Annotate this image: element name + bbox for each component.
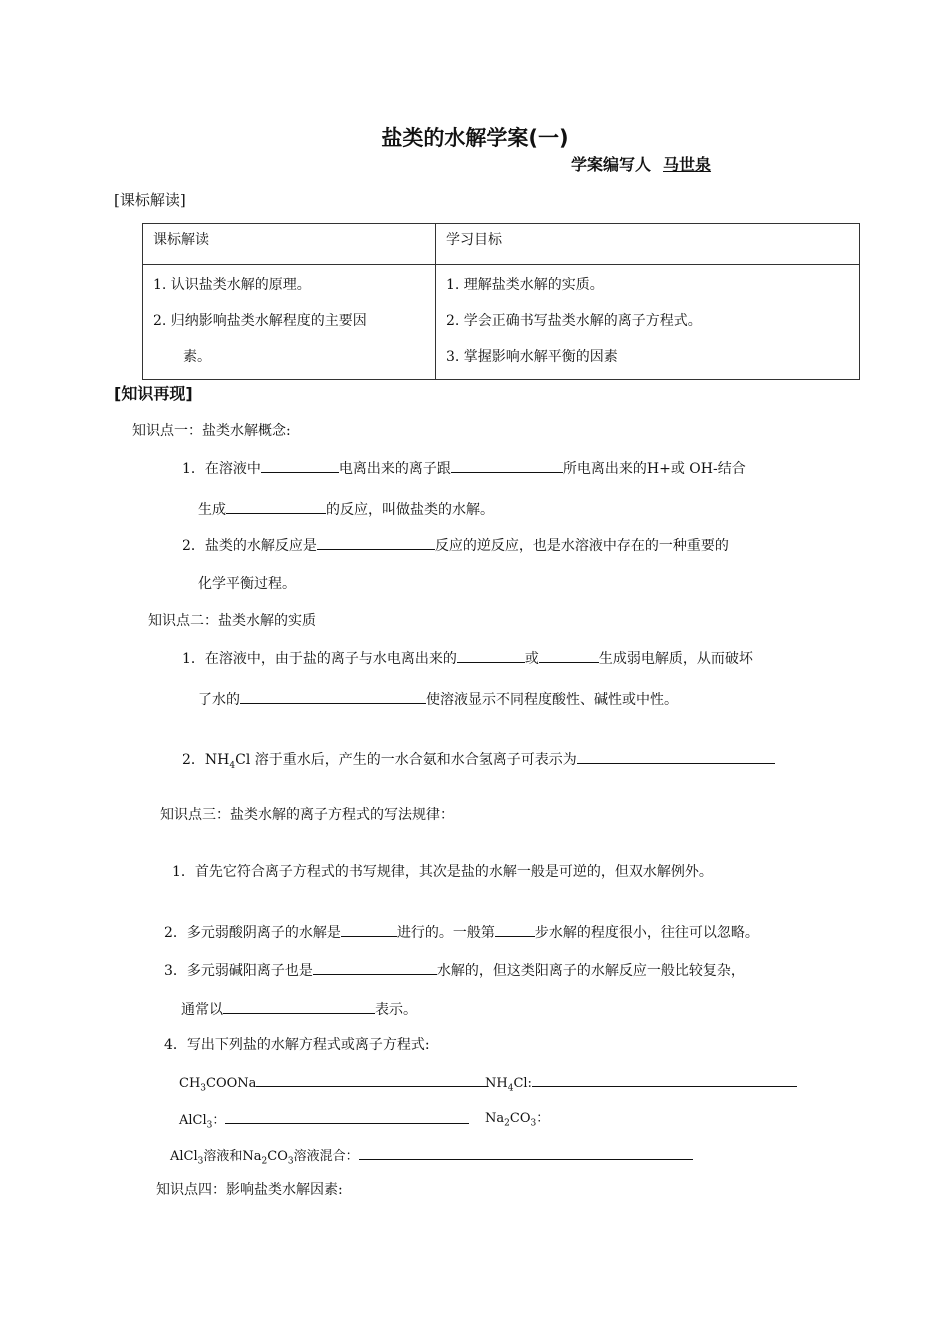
kp3-line2	[164, 920, 759, 942]
kp2-heading: 知识点二：盐类水解的实质	[148, 613, 316, 629]
goals-cell	[436, 265, 860, 380]
text: ：	[212, 1113, 226, 1128]
text: COONa	[206, 1076, 257, 1091]
curriculum-item: 素。	[183, 349, 211, 365]
equation-mixed	[170, 1143, 693, 1167]
fill-blank[interactable]	[261, 456, 339, 473]
text: ：	[536, 1111, 550, 1126]
text: 溶液和Na	[203, 1149, 262, 1164]
subscript: 2	[504, 1118, 510, 1129]
table-header-curriculum: 课标解读	[143, 224, 436, 265]
text: 使溶液显示不同程度酸性、碱性或中性。	[426, 692, 678, 708]
fill-blank[interactable]	[457, 646, 525, 663]
fill-blank[interactable]	[495, 920, 535, 937]
text: 2．盐类的水解反应是	[182, 538, 317, 554]
fill-blank[interactable]	[317, 533, 435, 550]
fill-blank[interactable]	[539, 646, 599, 663]
text: 1．在溶液中	[182, 461, 261, 477]
text: 了水的	[198, 692, 240, 708]
subscript: 3	[206, 1120, 213, 1131]
text: 水解的，但这类阳离子的水解反应一般比较复杂，	[436, 963, 745, 979]
text: 步水解的程度很小，往往可以忽略。	[534, 925, 759, 941]
equation-na2co3	[485, 1107, 549, 1129]
goal-item: 3. 掌握影响水解平衡的因素	[446, 349, 618, 365]
fill-blank[interactable]	[313, 958, 437, 975]
text: 电离出来的离子跟	[338, 461, 451, 477]
text: CO	[509, 1111, 531, 1126]
section-curriculum: [课标解读]	[114, 191, 186, 209]
author-label: 学案编写人	[571, 155, 652, 174]
kp3-line5: 4．写出下列盐的水解方程式或离子方程式:	[164, 1037, 430, 1053]
kp3-line3	[164, 958, 745, 980]
table-header-goals: 学习目标	[436, 224, 860, 265]
text: AlCl	[170, 1149, 198, 1164]
kp2-line2	[198, 687, 678, 709]
objectives-table	[142, 223, 860, 380]
author-line	[571, 152, 711, 175]
kp1-line3	[182, 533, 729, 555]
kp1-line1	[182, 456, 746, 478]
subscript: 4	[507, 1083, 514, 1094]
kp1-line4: 化学平衡过程。	[198, 576, 296, 592]
kp3-line1: 1．首先它符合离子方程式的书写规律，其次是盐的水解一般是可逆的，但双水解例外。	[172, 864, 713, 880]
subscript: 3	[287, 1156, 294, 1167]
section-knowledge: [知识再现]	[114, 384, 193, 403]
text: 的反应，叫做盐类的水解。	[326, 502, 494, 518]
goal-item: 1. 理解盐类水解的实质。	[446, 277, 604, 293]
fill-blank[interactable]	[226, 497, 326, 514]
curriculum-cell	[143, 265, 436, 380]
text: 2．多元弱酸阴离子的水解是	[164, 925, 341, 941]
subscript: 3	[530, 1118, 537, 1129]
fill-blank[interactable]	[359, 1143, 693, 1160]
subscript: 2	[261, 1156, 268, 1167]
fill-blank[interactable]	[223, 997, 375, 1014]
text: NH	[485, 1076, 508, 1091]
text: 溶液混合：	[293, 1149, 359, 1164]
text: AlCl	[179, 1113, 207, 1128]
text: 生成	[198, 502, 226, 518]
kp4-heading: 知识点四：影响盐类水解因素:	[156, 1182, 343, 1198]
fill-blank[interactable]	[532, 1070, 797, 1087]
text: Cl 溶于重水后，产生的一水合氨和水合氢离子可表示为	[235, 752, 577, 768]
author-name: 马世泉	[663, 155, 712, 174]
text: CH	[179, 1076, 201, 1091]
kp1-line2	[198, 497, 494, 519]
equation-nh4cl	[485, 1070, 797, 1094]
kp3-line4	[181, 997, 417, 1019]
subscript: 3	[200, 1083, 207, 1094]
kp2-line3	[182, 747, 775, 771]
text: 或	[524, 651, 539, 667]
text: CO	[267, 1149, 288, 1164]
text: 所电离出来的H+或 OH-结合	[562, 461, 746, 477]
text: Na	[485, 1111, 505, 1126]
text: 表示。	[375, 1002, 417, 1018]
subscript: 4	[229, 760, 236, 771]
curriculum-item: 1. 认识盐类水解的原理。	[153, 277, 311, 293]
fill-blank[interactable]	[256, 1070, 488, 1087]
fill-blank[interactable]	[577, 747, 775, 764]
kp2-line1	[182, 646, 753, 668]
equation-alcl3	[179, 1107, 469, 1131]
kp3-heading: 知识点三：盐类水解的离子方程式的写法规律：	[160, 807, 454, 823]
equation-ch3coona	[179, 1070, 488, 1094]
text: 反应的逆反应，也是水溶液中存在的一种重要的	[434, 538, 729, 554]
text: 3．多元弱碱阳离子也是	[164, 963, 313, 979]
text: 2．NH	[182, 752, 230, 768]
kp1-heading: 知识点一：盐类水解概念:	[132, 423, 291, 439]
curriculum-item: 2. 归纳影响盐类水解程度的主要因	[153, 313, 367, 329]
text: 1．在溶液中，由于盐的离子与水电离出来的	[182, 651, 457, 667]
text: 进行的。一般第	[396, 925, 495, 941]
fill-blank[interactable]	[240, 687, 426, 704]
page-title: 盐类的水解学案(一)	[381, 126, 569, 150]
text: Cl:	[513, 1076, 532, 1091]
text: 生成弱电解质，从而破坏	[598, 651, 753, 667]
goal-item: 2. 学会正确书写盐类水解的离子方程式。	[446, 313, 702, 329]
fill-blank[interactable]	[225, 1107, 469, 1124]
subscript: 3	[197, 1156, 204, 1167]
fill-blank[interactable]	[341, 920, 397, 937]
fill-blank[interactable]	[451, 456, 563, 473]
text: 通常以	[181, 1002, 223, 1018]
